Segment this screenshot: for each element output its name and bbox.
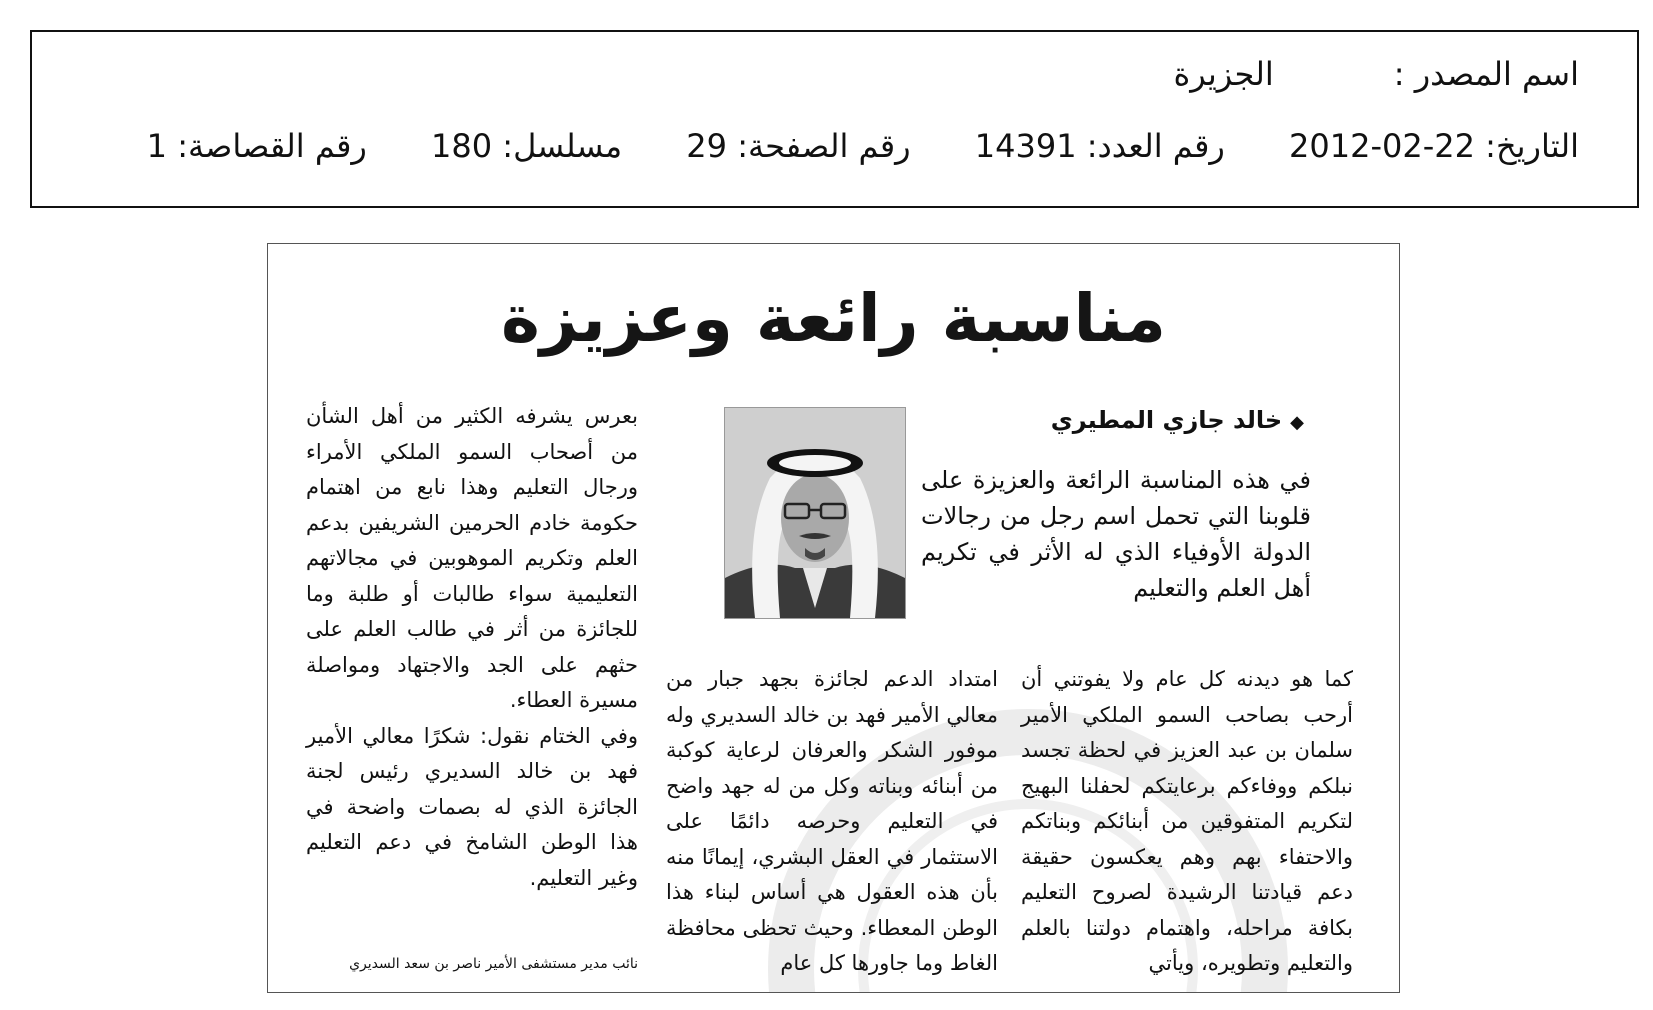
- author-portrait-icon: [725, 408, 905, 618]
- serial-field: مسلسل: 180: [431, 127, 623, 165]
- diamond-bullet-icon: ◆: [1290, 412, 1304, 433]
- author-line: [1051, 402, 1304, 441]
- author-name: خالد جازي المطيري: [1050, 406, 1283, 434]
- article-intro: في هذه المناسبة الرائعة والعزيزة على قلوبنا التي تحمل اسم رجل من رجالات الدولة الأوفياء الذي له الأثر في تكريم أهل العلم والتعليم: [921, 466, 1311, 602]
- date-field: التاريخ: 22-02-2012: [1289, 127, 1579, 165]
- column-left-paragraph-2: وفي الختام نقول: شكرًا معالي الأمير فهد بن خالد السديري رئيس لجنة الجائزة الذي له بصمات واضحة في هذا الوطن الشامخ في دعم التعليم وغير التعليم.: [306, 723, 638, 890]
- column-middle: امتداد الدعم لجائزة بجهد جبار من معالي الأمير فهد بن خالد السديري وله موفور الشكر والعرفان لرعاية كوكبة من أبنائه وبناته وكل من له جهد واضح في التعليم وحرصه دائمًا على الاستثمار في العقل البشري، إيمانًا منه بأن هذه العقول هي أساس لبناء هذا الوطن المعطاء. وحيث تحظى محافظة الغاط وما جاورها كل عام: [666, 667, 998, 975]
- column-right: كما هو ديدنه كل عام ولا يفوتني أن أرحب بصاحب السمو الملكي الأمير سلمان بن عبد العزيز في لحظة تجسد نبلكم ووفاءكم برعايتكم لحفلنا البهيج لتكريم المتفوقين من أبنائكم وبناتكم والاحتفاء بهم وهم يعكسون حقيقة دعم قيادتنا الرشيدة لصروح التعليم بكافة مراحله، واهتمام دولتنا بالعلم والتعليم وتطويره، ويأتي: [1021, 667, 1353, 975]
- article-clipping: [267, 243, 1400, 993]
- metadata-box: [30, 30, 1639, 208]
- clip-field: رقم القصاصة: 1: [146, 127, 367, 165]
- author-photo: [724, 407, 906, 619]
- issue-field: رقم العدد: 14391: [974, 127, 1225, 165]
- article-headline: مناسبة رائعة وعزيزة: [500, 280, 1167, 357]
- source-label: اسم المصدر :: [1393, 55, 1579, 93]
- column-left-paragraph-1: بعرس يشرفه الكثير من أهل الشأن من أصحاب السمو الملكي الأمراء ورجال التعليم وهذا نابع من اهتمام حكومة خادم الحرمين الشريفين بدعم العلم وتكريم الموهوبين في مجالاتهم التعليمية سواء طالبات أو طلبة وما للجائزة من أثر في طالب العلم على حثهم على الجد والاجتهاد ومواصلة مسيرة العطاء.: [306, 404, 638, 712]
- page-field: رقم الصفحة: 29: [686, 127, 911, 165]
- source-value: الجزيرة: [1173, 55, 1274, 93]
- column-left: [306, 399, 638, 896]
- author-byline: نائب مدير مستشفى الأمير ناصر بن سعد السديري: [349, 956, 638, 972]
- source-row: [1173, 54, 1579, 94]
- details-row: [147, 126, 1579, 166]
